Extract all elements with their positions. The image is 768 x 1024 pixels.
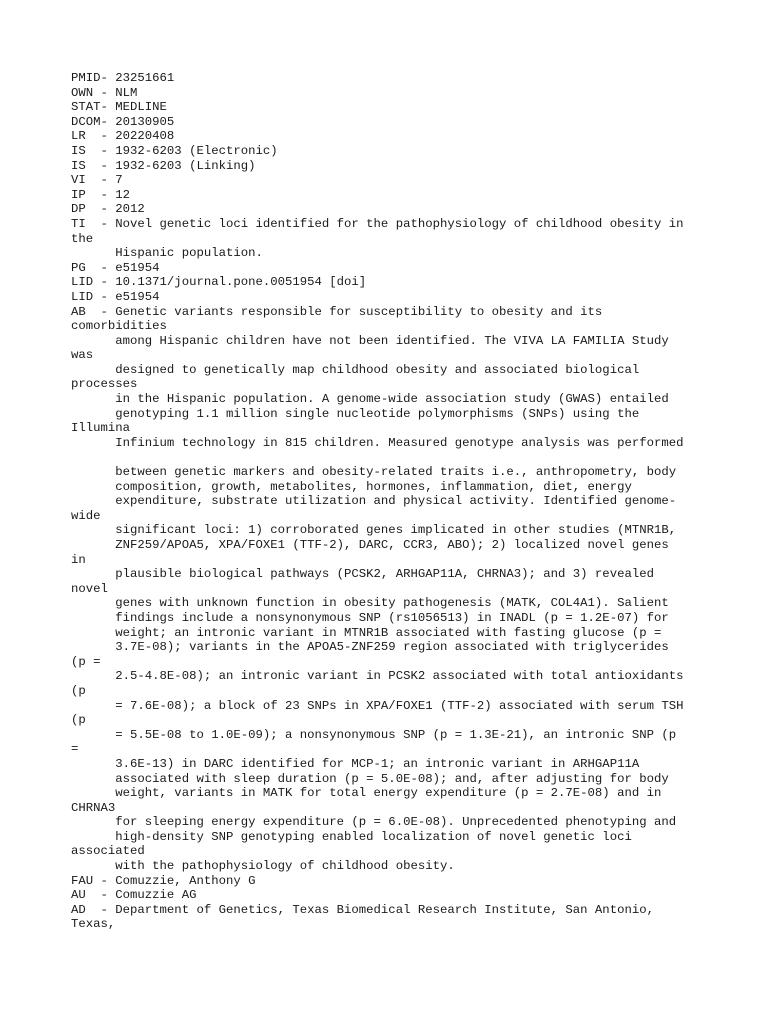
record-line: LID - e51954 — [71, 289, 160, 304]
record-line: (p — [71, 713, 86, 728]
record-line: comorbidities — [71, 319, 167, 334]
record-line: genes with unknown function in obesity pathogenesis (MATK, COL4A1). Salient — [71, 596, 669, 611]
record-line: AB - Genetic variants responsible for susceptibility to obesity and its — [71, 304, 603, 319]
record-line: IS - 1932-6203 (Linking) — [71, 158, 256, 173]
record-line: was — [71, 348, 94, 363]
record-line: composition, growth, metabolites, hormones, inflammation, diet, energy — [71, 479, 632, 494]
record-line: LID - 10.1371/journal.pone.0051954 [doi] — [71, 275, 367, 290]
record-line: processes — [71, 377, 138, 392]
record-line: FAU - Comuzzie, Anthony G — [71, 873, 256, 888]
record-line: weight, variants in MATK for total energy expenditure (p = 2.7E-08) and in — [71, 786, 662, 801]
record-line: PG - e51954 — [71, 260, 160, 275]
record-line: high-density SNP genotyping enabled localization of novel genetic loci — [71, 829, 632, 844]
record-line: DCOM- 20130905 — [71, 114, 175, 129]
record-line: LR - 20220408 — [71, 129, 175, 144]
record-line: Hispanic population. — [71, 246, 263, 261]
record-line: findings include a nonsynonymous SNP (rs1056513) in INADL (p = 1.2E-07) for — [71, 610, 669, 625]
record-line: associated with sleep duration (p = 5.0E-08); and, after adjusting for body — [71, 771, 669, 786]
record-line: Infinium technology in 815 children. Measured genotype analysis was performed — [71, 435, 684, 450]
record-line — [71, 450, 731, 465]
record-line: DP - 2012 — [71, 202, 145, 217]
record-line: STAT- MEDLINE — [71, 100, 167, 115]
record-line: 2.5-4.8E-08); an intronic variant in PCSK2 associated with total antioxidants — [71, 669, 684, 684]
record-line: TI - Novel genetic loci identified for the pathophysiology of childhood obesity in — [71, 216, 684, 231]
record-line: designed to genetically map childhood obesity and associated biological — [71, 362, 640, 377]
record-line: (p = — [71, 654, 101, 669]
record-line: = 5.5E-08 to 1.0E-09); a nonsynonymous SNP (p = 1.3E-21), an intronic SNP (p — [71, 727, 677, 742]
record-line: IS - 1932-6203 (Electronic) — [71, 143, 278, 158]
record-line: the — [71, 231, 94, 246]
record-line: between genetic markers and obesity-related traits i.e., anthropometry, body — [71, 465, 677, 480]
record-line: Texas, — [71, 917, 116, 932]
record-line: = — [71, 742, 79, 757]
medline-record — [71, 71, 731, 932]
record-line: VI - 7 — [71, 173, 123, 188]
record-line: in the Hispanic population. A genome-wide association study (GWAS) entailed — [71, 392, 669, 407]
record-line: IP - 12 — [71, 187, 131, 202]
record-line: in — [71, 552, 86, 567]
record-line: genotyping 1.1 million single nucleotide polymorphisms (SNPs) using the — [71, 406, 640, 421]
record-line: weight; an intronic variant in MTNR1B associated with fasting glucose (p = — [71, 625, 662, 640]
record-line: OWN - NLM — [71, 85, 138, 100]
record-line: for sleeping energy expenditure (p = 6.0E-08). Unprecedented phenotyping and — [71, 815, 677, 830]
record-line: with the pathophysiology of childhood obesity. — [71, 859, 455, 874]
record-line: (p — [71, 683, 86, 698]
record-line: associated — [71, 844, 145, 859]
record-line: AD - Department of Genetics, Texas Biomedical Research Institute, San Antonio, — [71, 902, 654, 917]
record-line: novel — [71, 581, 108, 596]
record-line: 3.7E-08); variants in the APOA5-ZNF259 region associated with triglycerides — [71, 640, 669, 655]
record-line: among Hispanic children have not been identified. The VIVA LA FAMILIA Study — [71, 333, 669, 348]
record-line: 3.6E-13) in DARC identified for MCP-1; an intronic variant in ARHGAP11A — [71, 756, 640, 771]
record-line: plausible biological pathways (PCSK2, ARHGAP11A, CHRNA3); and 3) revealed — [71, 567, 654, 582]
record-line: significant loci: 1) corroborated genes implicated in other studies (MTNR1B, — [71, 523, 677, 538]
record-line: wide — [71, 508, 101, 523]
record-line: = 7.6E-08); a block of 23 SNPs in XPA/FOXE1 (TTF-2) associated with serum TSH — [71, 698, 684, 713]
record-line: AU - Comuzzie AG — [71, 888, 197, 903]
record-line: PMID- 23251661 — [71, 71, 175, 85]
record-line: Illumina — [71, 421, 131, 436]
record-line: ZNF259/APOA5, XPA/FOXE1 (TTF-2), DARC, CCR3, ABO); 2) localized novel genes — [71, 538, 669, 552]
record-line: expenditure, substrate utilization and physical activity. Identified genome- — [71, 494, 677, 509]
record-line: CHRNA3 — [71, 800, 116, 815]
